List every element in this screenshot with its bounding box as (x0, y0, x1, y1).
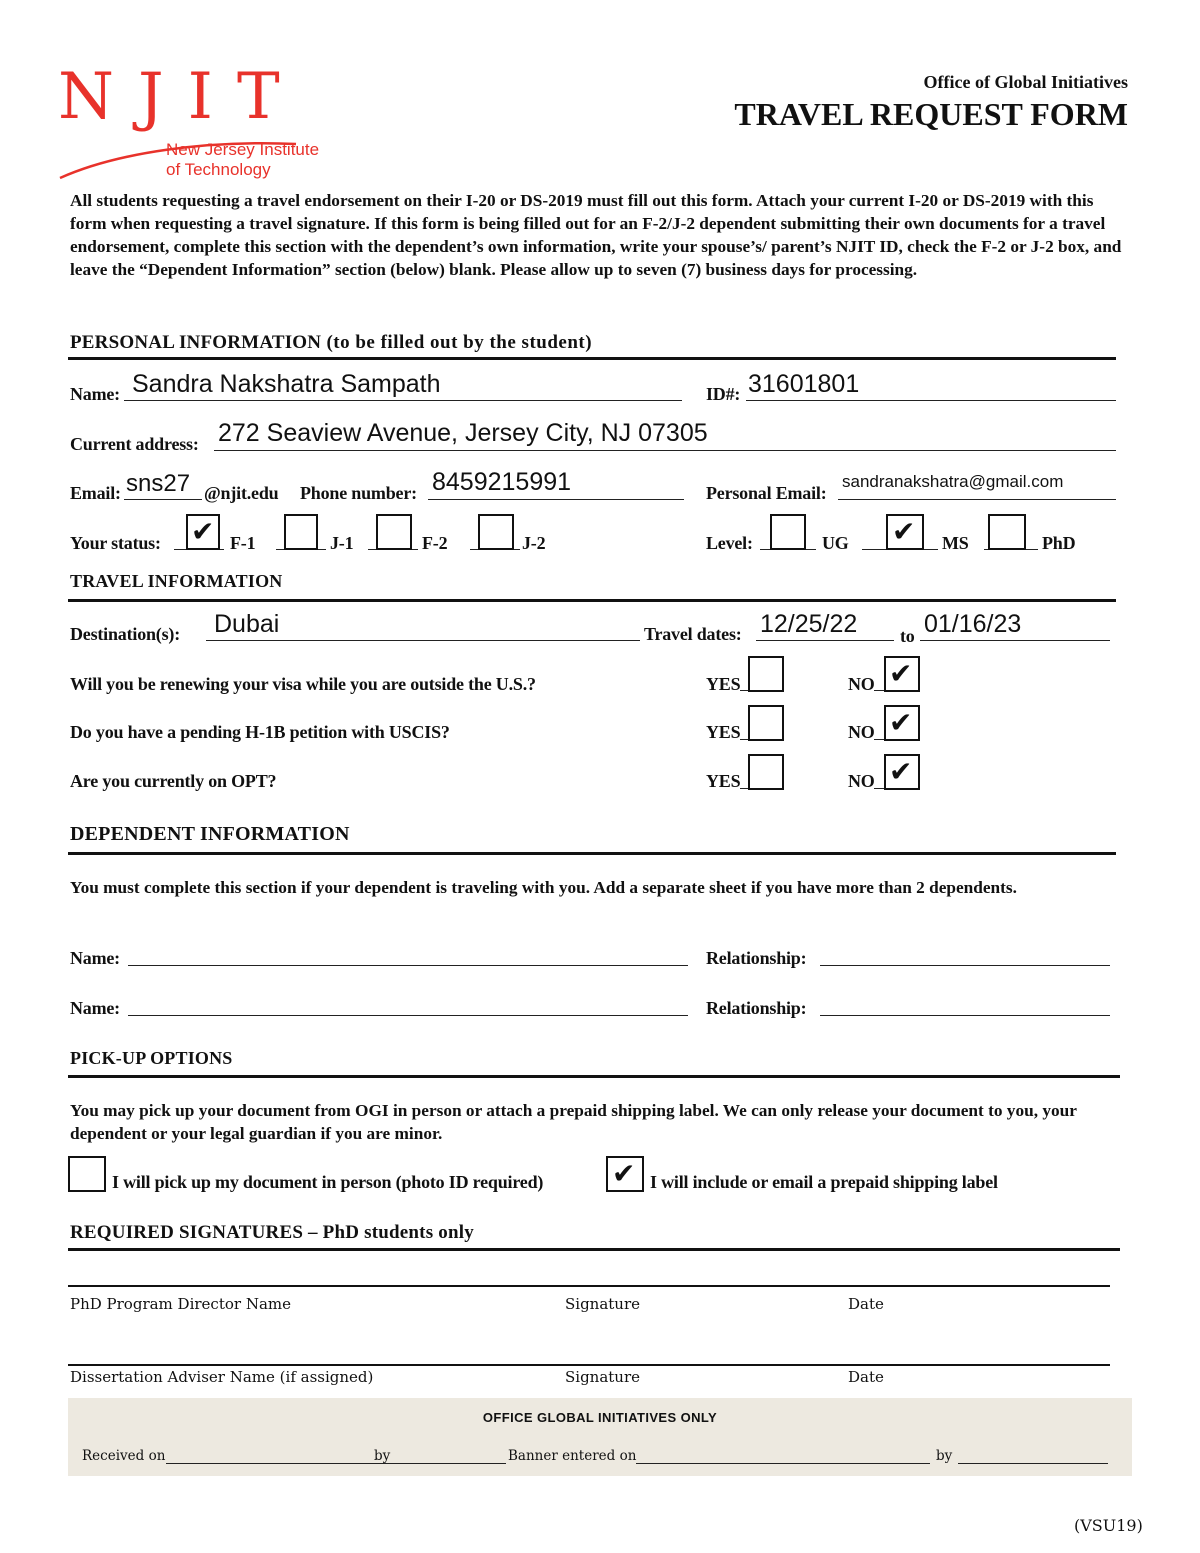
section-rule (68, 852, 1116, 855)
check-mark-icon: ✔ (892, 515, 916, 548)
q3-no-checkbox[interactable] (884, 754, 920, 790)
id-label: ID#: (706, 384, 741, 404)
banner-by-label: by (936, 1448, 953, 1464)
pickup-in-person-checkbox[interactable] (68, 1156, 106, 1192)
dependent-2-relationship-label: Relationship: (706, 998, 807, 1018)
pickup-in-person-label: I will pick up my document in person (photo ID required) (112, 1172, 544, 1192)
intro-paragraph: All students requesting a travel endorsement on their I-20 or DS-2019 must fill out this form. Attach your current I-20 or DS-2019 with this form when requesting a travel signature. If this form is being filled out for an F-2/J-2 dependent submitting their own documents for a travel endorsement, complete this section with the dependent’s own information, write your spouse’s/ parent’s NJIT ID, check the F-2 or J-2 box, and leave the “Dependent Information” section (below) blank. Please allow up to seven (7) business days for processing. (70, 191, 1122, 279)
level-label: Level: (706, 533, 753, 553)
personal-email-underline (838, 499, 1116, 500)
check-mark-icon: ✔ (889, 657, 913, 690)
section-heading-personal (70, 332, 592, 354)
form-title: TRAVEL REQUEST FORM (734, 96, 1128, 132)
q3-no-label: NO (848, 771, 875, 791)
director-date-label: Date (848, 1295, 884, 1313)
id-field[interactable]: 31601801 (748, 370, 860, 398)
level-ms-checkbox[interactable] (886, 514, 924, 550)
q3-yes-label: YES (706, 771, 741, 791)
director-name-label: PhD Program Director Name (70, 1295, 291, 1313)
date-from-field[interactable]: 12/25/22 (760, 610, 858, 638)
email-underline (124, 499, 202, 500)
destination-underline (206, 640, 640, 641)
personal-email-label: Personal Email: (706, 483, 827, 503)
destination-field[interactable]: Dubai (214, 610, 280, 638)
name-underline (124, 400, 682, 401)
question-opt: Are you currently on OPT? (70, 771, 277, 791)
logo-wordmark: NJIT (58, 60, 304, 134)
id-underline (746, 400, 1116, 401)
section-rule (68, 1248, 1120, 1251)
email-field[interactable]: sns27 (126, 470, 191, 497)
check-mark-icon: ✔ (889, 755, 913, 788)
q2-yes-checkbox[interactable] (748, 705, 784, 741)
received-by-label: by (374, 1448, 391, 1464)
section-rule (68, 357, 1116, 360)
name-field[interactable]: Sandra Nakshatra Sampath (132, 370, 441, 398)
email-label: Email: (70, 483, 121, 503)
address-underline (214, 450, 1116, 451)
level-phd-checkbox[interactable] (988, 514, 1026, 550)
section-rule (68, 1075, 1120, 1078)
level-ug-checkbox[interactable] (770, 514, 806, 550)
signatures-heading: REQUIRED SIGNATURES – PhD students only (70, 1222, 474, 1243)
check-mark-icon: ✔ (191, 515, 215, 548)
dependent-2-relationship-field[interactable] (820, 1015, 1110, 1016)
q1-yes-checkbox[interactable] (748, 656, 784, 692)
adviser-date-label: Date (848, 1368, 884, 1386)
dependent-1-name-field[interactable] (128, 965, 688, 966)
pickup-instructions: You may pick up your document from OGI in person or attach a prepaid shipping label. We can only release your document to you, your dependent or your legal guardian if you are minor. (70, 1101, 1077, 1143)
q2-no-checkbox[interactable] (884, 705, 920, 741)
logo-subtitle-2: of Technology (166, 160, 271, 179)
personal-email-field[interactable]: sandranakshatra@gmail.com (842, 472, 1064, 491)
signature-row-2-line[interactable] (68, 1364, 1110, 1366)
status-f1-label: F-1 (230, 533, 256, 553)
email-domain: @njit.edu (204, 483, 279, 503)
status-f1-checkbox[interactable] (186, 514, 220, 550)
check-mark-icon: ✔ (889, 706, 913, 739)
question-visa-renewal: Will you be renewing your visa while you are outside the U.S.? (70, 674, 536, 694)
date-from-underline (756, 640, 894, 641)
pickup-heading: PICK-UP OPTIONS (70, 1048, 233, 1068)
received-by-field[interactable] (396, 1463, 506, 1464)
dependent-1-relationship-label: Relationship: (706, 948, 807, 968)
address-label: Current address: (70, 434, 199, 454)
q2-yes-label: YES (706, 722, 741, 742)
pickup-shipping-checkbox[interactable] (606, 1156, 644, 1192)
level-phd-label: PhD (1042, 533, 1076, 553)
adviser-name-label: Dissertation Adviser Name (if assigned) (70, 1368, 374, 1386)
received-on-label: Received on (82, 1448, 166, 1464)
banner-by-field[interactable] (958, 1463, 1108, 1464)
dependent-instructions: You must complete this section if your dependent is traveling with you. Add a separate sheet if you have more than 2 dependents. (70, 878, 1017, 897)
status-f2-checkbox[interactable] (376, 514, 412, 550)
pickup-shipping-label: I will include or email a prepaid shipping label (650, 1172, 998, 1192)
office-use-panel (68, 1398, 1132, 1476)
office-use-heading: OFFICE GLOBAL INITIATIVES ONLY (482, 1410, 718, 1425)
check-mark-icon: ✔ (612, 1157, 636, 1190)
adviser-signature-label: Signature (565, 1368, 641, 1386)
status-f2-label: F-2 (422, 533, 448, 553)
dependent-1-relationship-field[interactable] (820, 965, 1110, 966)
status-j2-label: J-2 (522, 533, 546, 553)
dependent-2-name-label: Name: (70, 998, 120, 1018)
status-j2-checkbox[interactable] (478, 514, 514, 550)
travel-heading: TRAVEL INFORMATION (70, 571, 283, 591)
destination-label: Destination(s): (70, 624, 180, 644)
phone-underline (428, 499, 684, 500)
question-h1b-petition: Do you have a pending H-1B petition with USCIS? (70, 722, 450, 742)
banner-entered-field[interactable] (636, 1463, 930, 1464)
dependent-heading: DEPENDENT INFORMATION (70, 823, 350, 845)
section-rule (68, 599, 1116, 602)
form-code: (VSU19) (1074, 1516, 1143, 1535)
status-j1-label: J-1 (330, 533, 354, 553)
date-to-field[interactable]: 01/16/23 (924, 610, 1022, 638)
q1-yes-label: YES (706, 674, 741, 694)
address-field[interactable]: 272 Seaview Avenue, Jersey City, NJ 07305 (218, 419, 708, 447)
phone-field[interactable]: 8459215991 (432, 468, 572, 496)
level-ug-label: UG (822, 533, 849, 553)
q1-no-label: NO (848, 674, 875, 694)
date-to-underline (920, 640, 1110, 641)
logo-subtitle-1: New Jersey Institute (166, 140, 320, 159)
q3-yes-checkbox[interactable] (748, 754, 784, 790)
name-label: Name: (70, 384, 120, 404)
to-label: to (900, 626, 915, 646)
level-ms-label: MS (942, 533, 969, 553)
signature-row-1-line[interactable] (68, 1285, 1110, 1287)
dependent-2-name-field[interactable] (128, 1015, 688, 1016)
personal-heading-note: (to be filled out by the student) (321, 332, 593, 353)
banner-entered-label: Banner entered on (508, 1448, 637, 1464)
phone-label: Phone number: (300, 483, 417, 503)
status-label: Your status: (70, 533, 161, 553)
travel-dates-label: Travel dates: (644, 624, 742, 644)
q1-no-checkbox[interactable] (884, 656, 920, 692)
personal-heading: PERSONAL INFORMATION (70, 332, 322, 353)
director-signature-label: Signature (565, 1295, 641, 1313)
dependent-1-name-label: Name: (70, 948, 120, 968)
njit-logo (58, 62, 348, 182)
office-name: Office of Global Initiatives (923, 72, 1128, 92)
q2-no-label: NO (848, 722, 875, 742)
status-j1-checkbox[interactable] (284, 514, 318, 550)
